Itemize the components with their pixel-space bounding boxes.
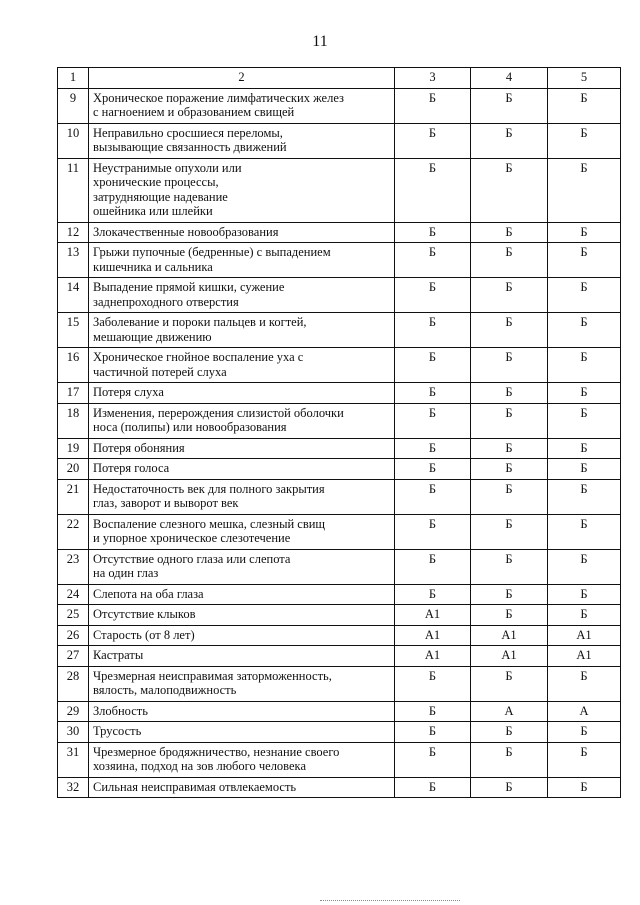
row-value-col-3: Б: [395, 777, 471, 798]
row-description: Недостаточность век для полного закрытия глаз, заворот и выворот век: [89, 479, 395, 514]
row-value-col-5: Б: [548, 742, 621, 777]
row-number: 22: [58, 514, 89, 549]
row-number: 13: [58, 243, 89, 278]
row-value-col-5: А: [548, 701, 621, 722]
row-number: 21: [58, 479, 89, 514]
row-value-col-3: Б: [395, 123, 471, 158]
row-value-col-5: А1: [548, 625, 621, 646]
table-row: [58, 348, 621, 383]
table-row: [58, 646, 621, 667]
row-value-col-4: Б: [471, 479, 548, 514]
row-value-col-3: Б: [395, 514, 471, 549]
row-description: Заболевание и пороки пальцев и когтей, мешающие движению: [89, 313, 395, 348]
row-value-col-3: Б: [395, 701, 471, 722]
row-value-col-5: Б: [548, 278, 621, 313]
table-row: [58, 605, 621, 626]
table-row: [58, 549, 621, 584]
table-row: [58, 777, 621, 798]
row-value-col-4: Б: [471, 88, 548, 123]
row-value-col-3: Б: [395, 158, 471, 222]
table-row: [58, 722, 621, 743]
row-number: 19: [58, 438, 89, 459]
row-value-col-4: Б: [471, 584, 548, 605]
row-value-col-3: Б: [395, 403, 471, 438]
row-number: 16: [58, 348, 89, 383]
row-value-col-5: Б: [548, 403, 621, 438]
row-number: 20: [58, 459, 89, 480]
row-number: 10: [58, 123, 89, 158]
table-row: [58, 313, 621, 348]
row-value-col-5: Б: [548, 348, 621, 383]
row-value-col-5: Б: [548, 158, 621, 222]
row-value-col-5: Б: [548, 88, 621, 123]
row-description: Кастраты: [89, 646, 395, 667]
table-row: [58, 625, 621, 646]
row-number: 29: [58, 701, 89, 722]
row-description: Грыжи пупочные (бедренные) с выпадением кишечника и сальника: [89, 243, 395, 278]
row-description: Отсутствие одного глаза или слепота на один глаз: [89, 549, 395, 584]
row-description: Хроническое поражение лимфатических желез с нагноением и образованием свищей: [89, 88, 395, 123]
row-value-col-4: Б: [471, 348, 548, 383]
row-value-col-4: Б: [471, 549, 548, 584]
row-value-col-3: Б: [395, 348, 471, 383]
header-col-3: 3: [395, 68, 471, 89]
row-value-col-3: Б: [395, 383, 471, 404]
row-number: 14: [58, 278, 89, 313]
row-number: 28: [58, 666, 89, 701]
row-value-col-3: А1: [395, 625, 471, 646]
row-value-col-3: Б: [395, 666, 471, 701]
row-value-col-4: Б: [471, 722, 548, 743]
row-description: Выпадение прямой кишки, сужение заднепроходного отверстия: [89, 278, 395, 313]
row-value-col-4: Б: [471, 278, 548, 313]
table-row: [58, 222, 621, 243]
row-description: Слепота на оба глаза: [89, 584, 395, 605]
table-row: [58, 742, 621, 777]
row-value-col-4: Б: [471, 222, 548, 243]
table-row: [58, 701, 621, 722]
row-value-col-4: Б: [471, 459, 548, 480]
row-description: Потеря слуха: [89, 383, 395, 404]
row-number: 31: [58, 742, 89, 777]
table-header-row: [58, 68, 621, 89]
row-number: 12: [58, 222, 89, 243]
row-value-col-5: Б: [548, 584, 621, 605]
row-number: 9: [58, 88, 89, 123]
criteria-table: [57, 67, 621, 798]
row-value-col-5: Б: [548, 243, 621, 278]
row-number: 11: [58, 158, 89, 222]
row-value-col-5: Б: [548, 514, 621, 549]
row-number: 30: [58, 722, 89, 743]
row-description: Трусость: [89, 722, 395, 743]
row-value-col-4: Б: [471, 666, 548, 701]
row-description: Злокачественные новообразования: [89, 222, 395, 243]
row-value-col-3: Б: [395, 438, 471, 459]
row-value-col-3: Б: [395, 722, 471, 743]
row-description: Старость (от 8 лет): [89, 625, 395, 646]
row-description: Неустранимые опухоли или хронические процессы, затрудняющие надевание ошейника или шлейки: [89, 158, 395, 222]
row-value-col-3: Б: [395, 222, 471, 243]
row-value-col-5: Б: [548, 123, 621, 158]
row-number: 23: [58, 549, 89, 584]
row-value-col-5: Б: [548, 722, 621, 743]
row-value-col-3: Б: [395, 584, 471, 605]
row-value-col-4: Б: [471, 514, 548, 549]
row-number: 32: [58, 777, 89, 798]
header-col-5: 5: [548, 68, 621, 89]
row-number: 18: [58, 403, 89, 438]
row-value-col-5: Б: [548, 438, 621, 459]
row-description: Воспаление слезного мешка, слезный свищ и упорное хроническое слезотечение: [89, 514, 395, 549]
row-value-col-4: Б: [471, 158, 548, 222]
row-value-col-5: Б: [548, 549, 621, 584]
row-number: 15: [58, 313, 89, 348]
row-value-col-3: Б: [395, 479, 471, 514]
row-value-col-4: Б: [471, 403, 548, 438]
row-description: Потеря обоняния: [89, 438, 395, 459]
row-value-col-5: Б: [548, 459, 621, 480]
row-value-col-5: А1: [548, 646, 621, 667]
row-value-col-4: Б: [471, 742, 548, 777]
row-value-col-5: Б: [548, 605, 621, 626]
row-number: 26: [58, 625, 89, 646]
table-row: [58, 438, 621, 459]
row-value-col-3: Б: [395, 278, 471, 313]
row-value-col-4: Б: [471, 438, 548, 459]
row-number: 25: [58, 605, 89, 626]
bottom-dotted-line: [320, 900, 460, 901]
table-row: [58, 514, 621, 549]
row-value-col-5: Б: [548, 777, 621, 798]
table-row: [58, 666, 621, 701]
table-row: [58, 459, 621, 480]
row-value-col-4: Б: [471, 383, 548, 404]
row-value-col-3: Б: [395, 742, 471, 777]
row-description: Отсутствие клыков: [89, 605, 395, 626]
row-description: Чрезмерная неисправимая заторможенность, вялость, малоподвижность: [89, 666, 395, 701]
header-col-2: 2: [89, 68, 395, 89]
row-value-col-4: Б: [471, 313, 548, 348]
row-value-col-3: Б: [395, 88, 471, 123]
table-row: [58, 158, 621, 222]
row-number: 24: [58, 584, 89, 605]
row-value-col-3: Б: [395, 313, 471, 348]
row-description: Потеря голоса: [89, 459, 395, 480]
row-value-col-3: А1: [395, 646, 471, 667]
row-value-col-4: Б: [471, 605, 548, 626]
header-col-4: 4: [471, 68, 548, 89]
row-value-col-4: А1: [471, 646, 548, 667]
row-value-col-3: Б: [395, 243, 471, 278]
table-row: [58, 243, 621, 278]
table-row: [58, 383, 621, 404]
row-value-col-5: Б: [548, 313, 621, 348]
table-row: [58, 584, 621, 605]
table-row: [58, 278, 621, 313]
row-description: Сильная неисправимая отвлекаемость: [89, 777, 395, 798]
row-description: Злобность: [89, 701, 395, 722]
table-body: [58, 88, 621, 798]
row-value-col-4: Б: [471, 243, 548, 278]
row-number: 27: [58, 646, 89, 667]
row-value-col-4: А: [471, 701, 548, 722]
page-number: 11: [312, 33, 328, 50]
table-row: [58, 88, 621, 123]
row-value-col-5: Б: [548, 479, 621, 514]
row-value-col-5: Б: [548, 666, 621, 701]
table-row: [58, 403, 621, 438]
row-value-col-3: Б: [395, 549, 471, 584]
header-col-1: 1: [58, 68, 89, 89]
row-value-col-3: Б: [395, 459, 471, 480]
row-description: Неправильно сросшиеся переломы, вызывающие связанность движений: [89, 123, 395, 158]
table-row: [58, 123, 621, 158]
table-row: [58, 479, 621, 514]
row-value-col-4: А1: [471, 625, 548, 646]
row-number: 17: [58, 383, 89, 404]
row-description: Хроническое гнойное воспаление уха с частичной потерей слуха: [89, 348, 395, 383]
row-value-col-5: Б: [548, 222, 621, 243]
row-value-col-4: Б: [471, 123, 548, 158]
row-description: Изменения, перерождения слизистой оболочки носа (полипы) или новообразования: [89, 403, 395, 438]
row-value-col-4: Б: [471, 777, 548, 798]
row-description: Чрезмерное бродяжничество, незнание своего хозяина, подход на зов любого человека: [89, 742, 395, 777]
row-value-col-3: А1: [395, 605, 471, 626]
row-value-col-5: Б: [548, 383, 621, 404]
